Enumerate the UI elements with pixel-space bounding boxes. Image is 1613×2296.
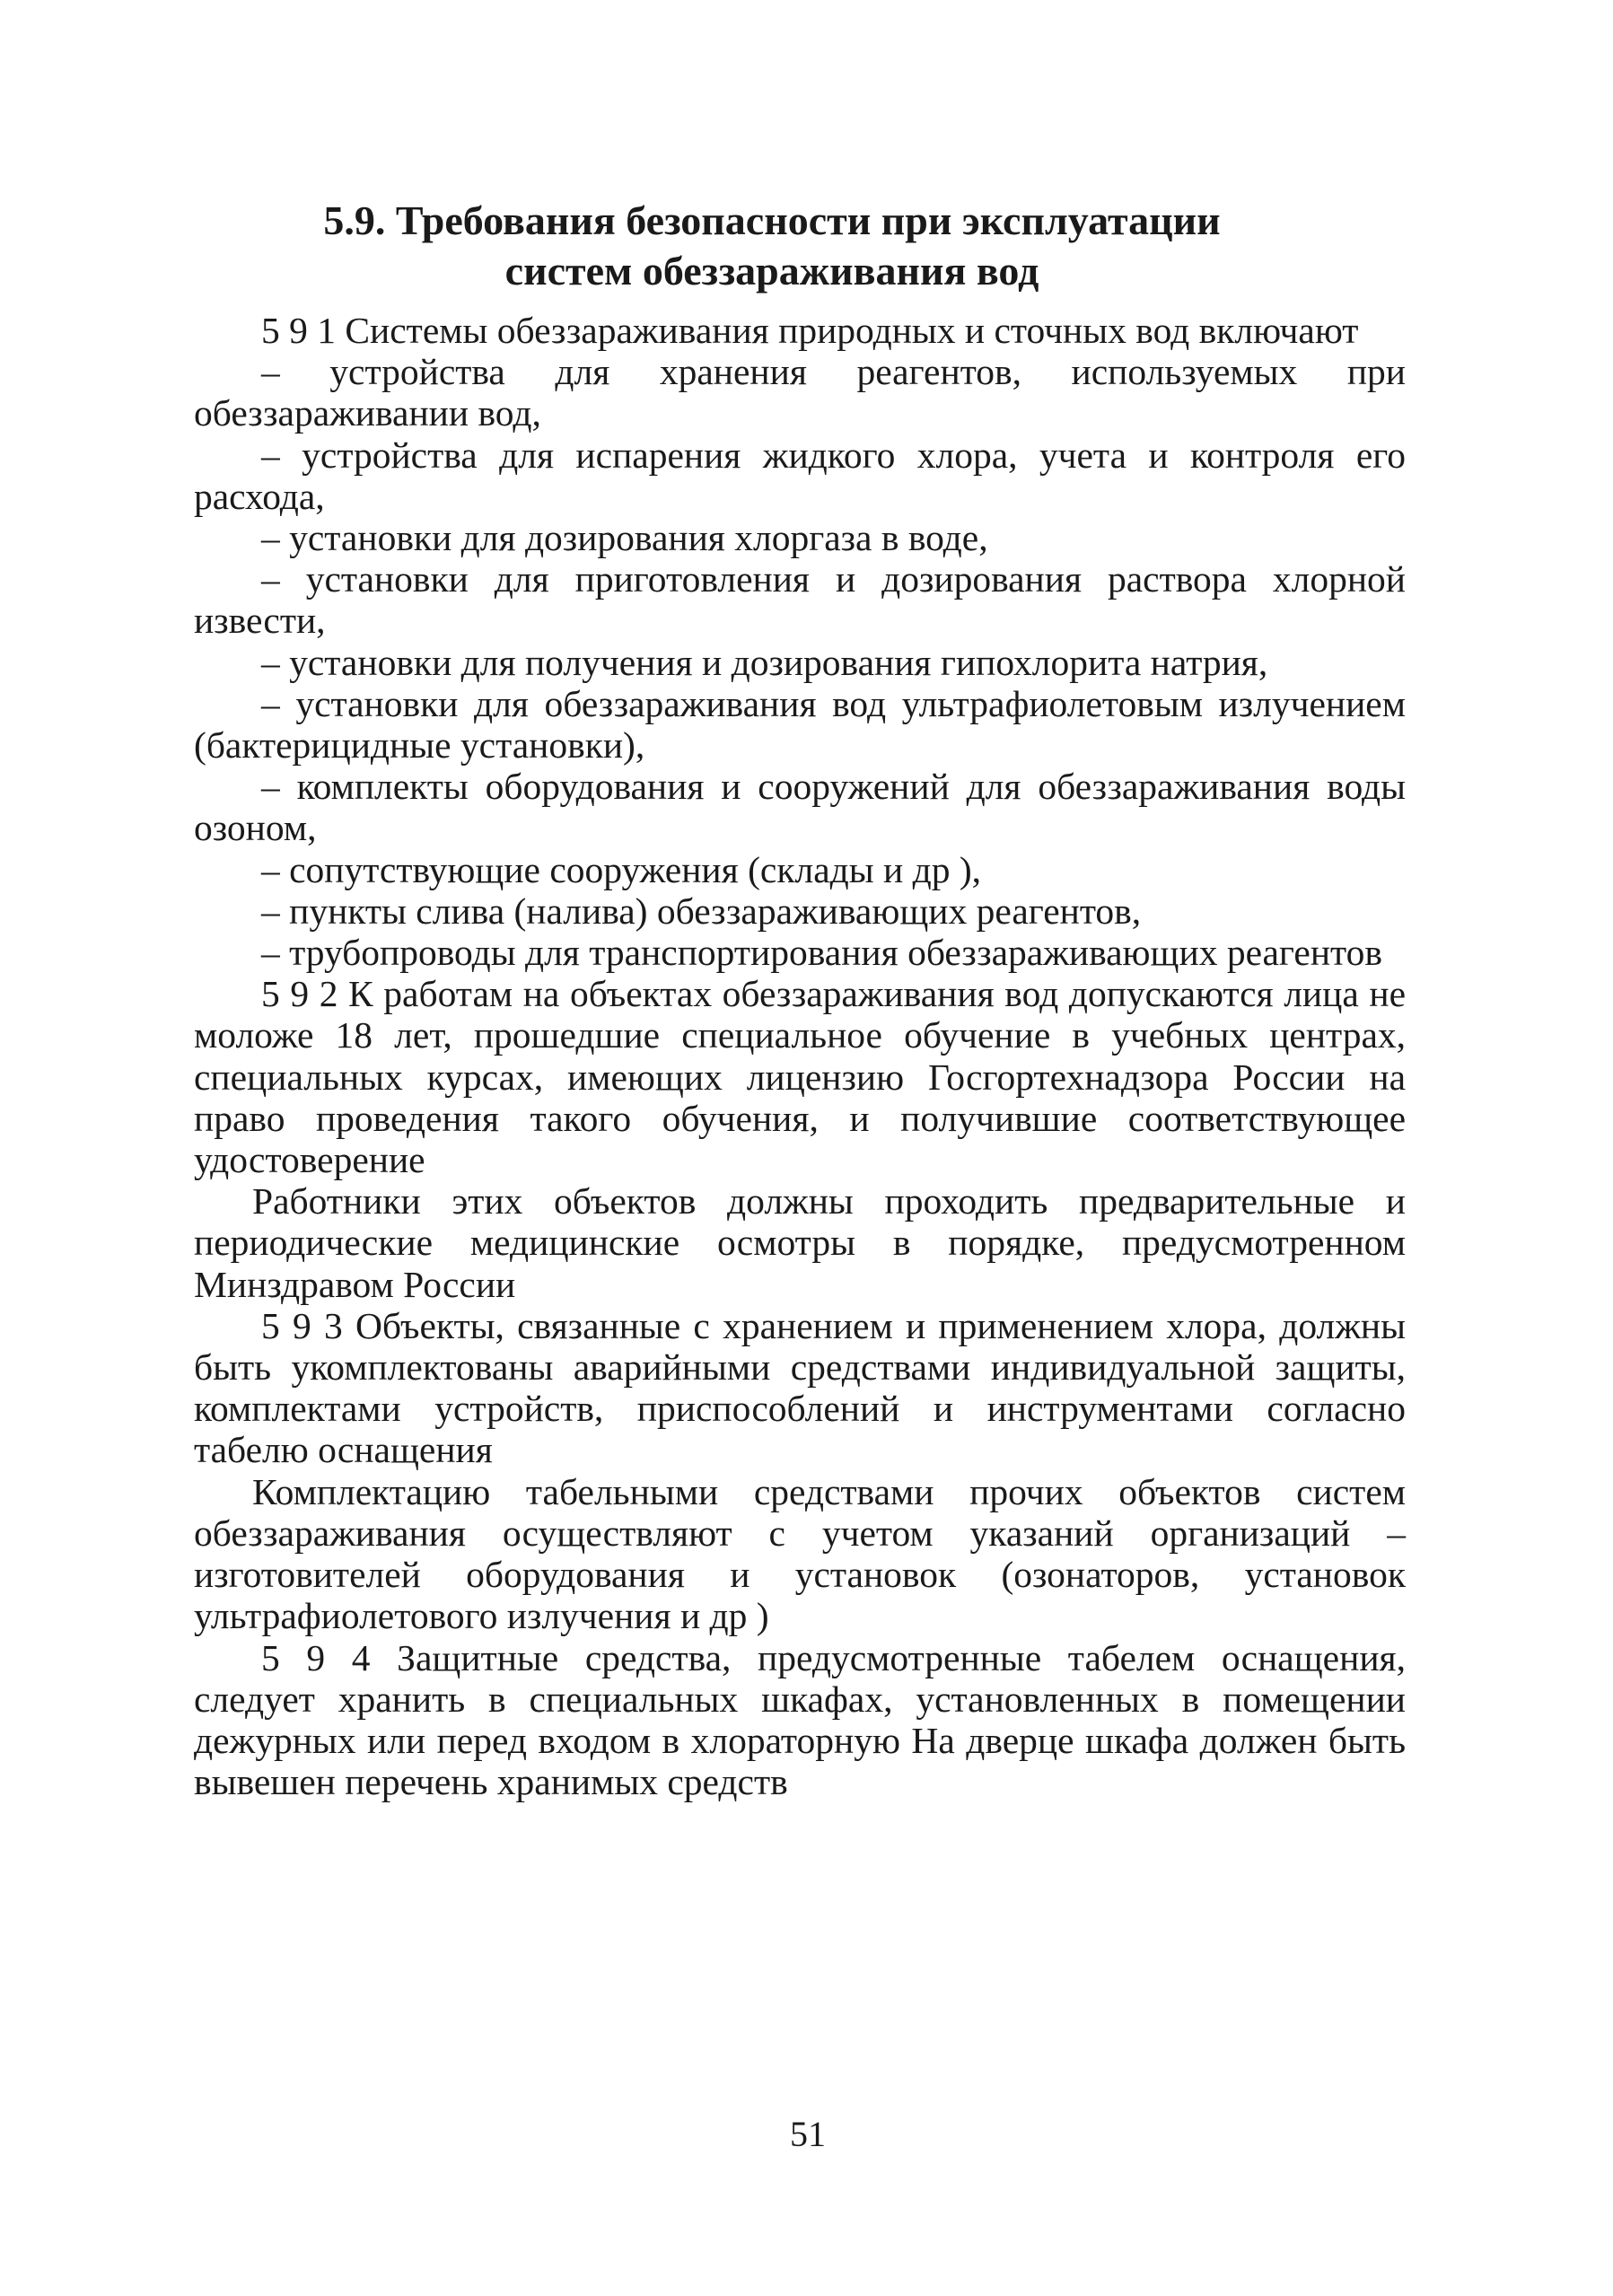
page-number: 51 (790, 2114, 826, 2154)
paragraph-5-9-3: 5 9 3 Объекты, связанные с хранением и применением хлора, должны быть укомплектованы аварийными средствами индивидуальной защиты, комплектами устройств, приспособлений и инструментами согласно табелю оснащения (194, 1304, 1406, 1471)
list-item-drain-points: – пункты слива (налива) обеззараживающих реагентов, (261, 889, 1142, 932)
paragraph-5-9-1: 5 9 1 Системы обеззараживания природных и сточных вод включают (261, 310, 1359, 351)
paragraph-medical-examinations: Работники этих объектов должны проходить предварительные и периодические медицинские осмотры в порядке, предусмотренном Минздравом России (194, 1180, 1406, 1305)
list-item-ozone: – комплекты оборудования и сооружений для обеззараживания воды озоном, (194, 766, 1406, 849)
list-item-sodium-hypochlorite: – установки для получения и дозирования гипохлорита натрия, (261, 641, 1268, 683)
section-heading (188, 196, 1355, 296)
paragraph-5-9-4: 5 9 4 Защитные средства, предусмотренные табелем оснащения, следует хранить в специальных шкафах, установленных в помещении дежурных или перед входом в хлораторную На дверце шкафа должен быть вывешен перечень хранимых средств (194, 1636, 1406, 1803)
list-item-auxiliary-facilities: – сопутствующие сооружения (склады и др ), (261, 848, 982, 890)
list-item-chlorine-gas-dosing: – установки для дозирования хлоргаза в воде, (261, 517, 988, 559)
paragraph-5-9-2: 5 9 2 К работам на объектах обеззараживания вод допускаются лица не моложе 18 лет, прошедшие специальное обучение в учебных центрах, специальных курсах, имеющих лицензию Госгортехнадзора России на право проведения такого обучения, и получившие соответствующее удостоверение (194, 973, 1406, 1181)
body-text (194, 310, 1406, 1802)
section-heading-line-2: систем обеззараживания вод (504, 248, 1039, 294)
list-item-chlorine-evaporation: – устройства для испарения жидкого хлора, учета и контроля его расхода, (194, 434, 1406, 517)
paragraph-equipment-completion: Комплектацию табельными средствами прочих объектов систем обеззараживания осуществляют с учетом указаний организаций – изготовителей оборудования и установок (озонаторов, установок ультрафиолетового излучения и др ) (194, 1470, 1406, 1637)
section-heading-line-1: 5.9. Требования безопасности при эксплуатации (323, 197, 1221, 243)
list-item-pipelines: – трубопроводы для транспортирования обеззараживающих реагентов (261, 932, 1382, 974)
list-item-ultraviolet: – установки для обеззараживания вод ультрафиолетовым излучением (бактерицидные установки), (194, 682, 1406, 767)
list-item-reagent-storage: – устройства для хранения реагентов, используемых при обеззараживании вод, (194, 351, 1406, 434)
list-item-chlorinated-lime: – установки для приготовления и дозирования раствора хлорной извести, (194, 558, 1406, 642)
